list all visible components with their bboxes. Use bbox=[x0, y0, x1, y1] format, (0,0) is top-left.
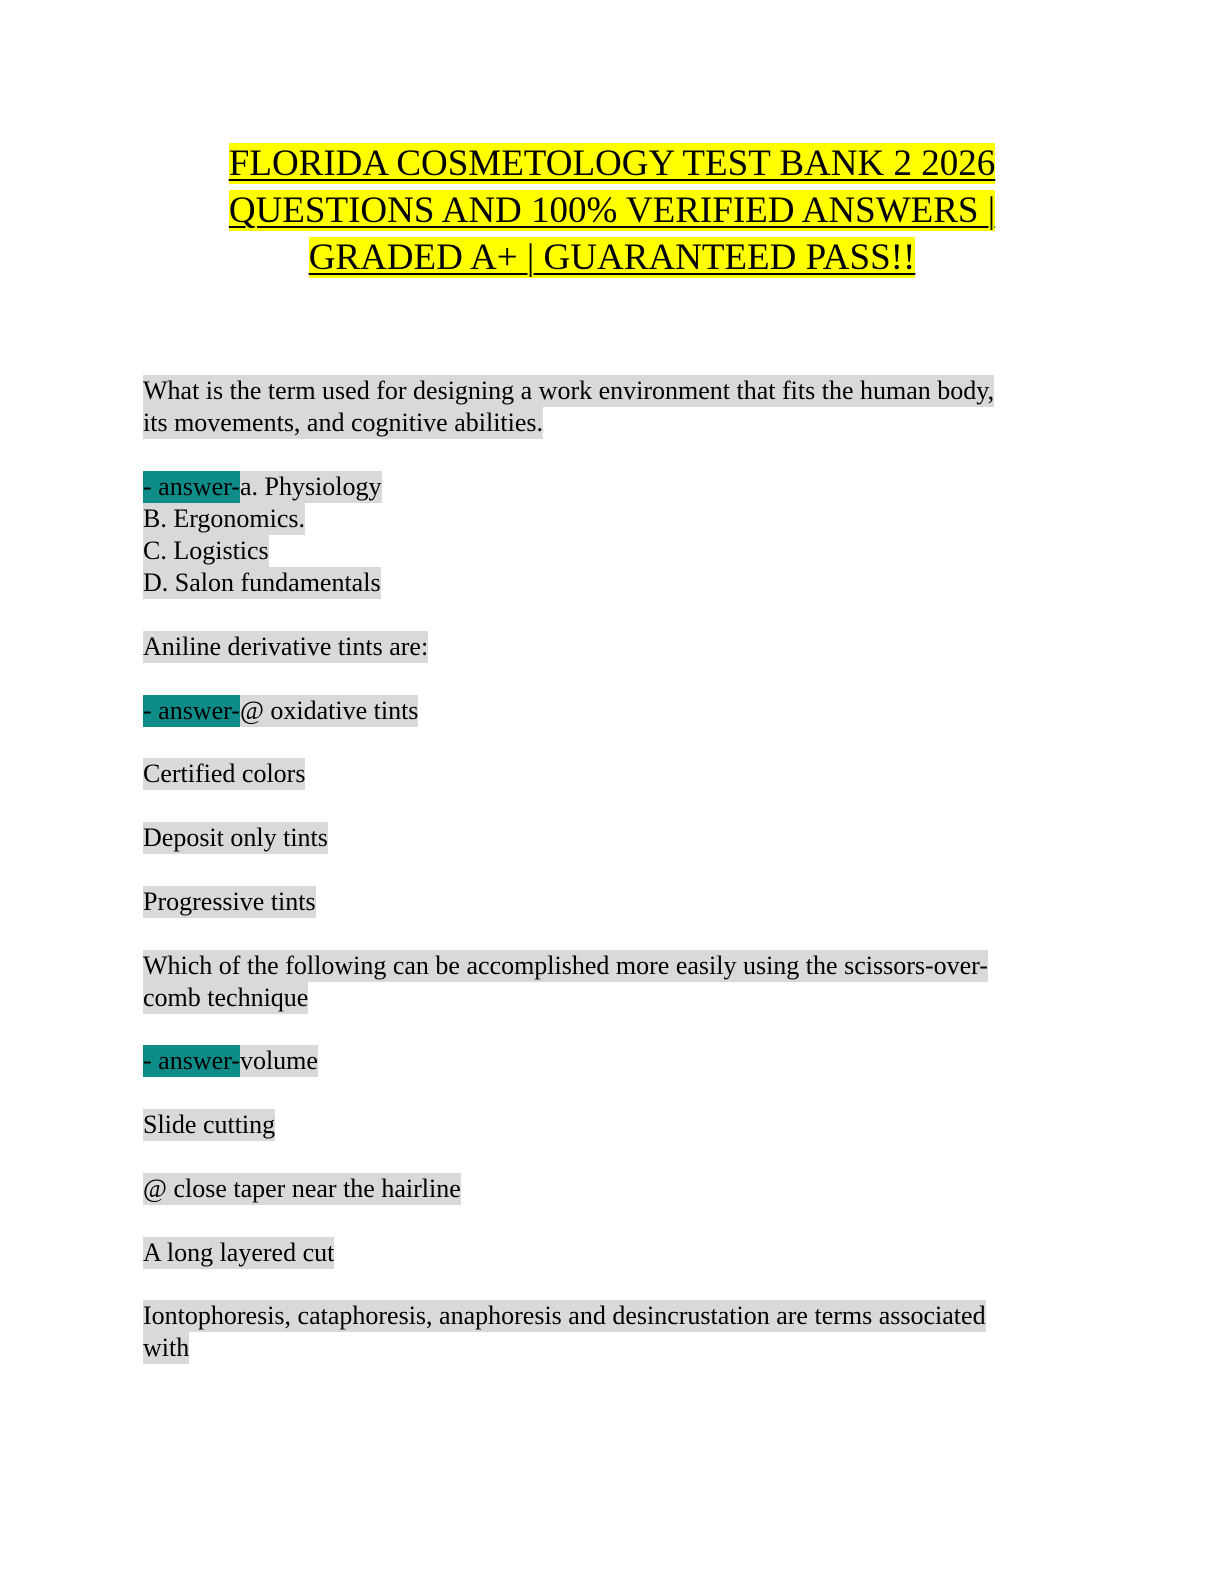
question-3-line-1: Which of the following can be accomplished more easily using the scissors-over- bbox=[143, 951, 988, 980]
question-4-line-1: Iontophoresis, cataphoresis, anaphoresis and desincrustation are terms associated bbox=[143, 1301, 986, 1330]
question-2-answer-2 bbox=[143, 758, 1083, 790]
question-3-line-2: comb technique bbox=[143, 983, 309, 1012]
answer-option: B. Ergonomics. bbox=[143, 504, 306, 533]
answer-option: volume bbox=[239, 1046, 318, 1075]
question-2 bbox=[143, 631, 1083, 663]
question-3-answer-4 bbox=[143, 1237, 1083, 1269]
answer-marker: - answer- bbox=[143, 1046, 240, 1075]
title-line-1: FLORIDA COSMETOLOGY TEST BANK 2 2026 bbox=[228, 143, 996, 184]
answer-option: A long layered cut bbox=[143, 1238, 335, 1267]
title-line-2: QUESTIONS AND 100% VERIFIED ANSWERS | bbox=[228, 190, 996, 231]
question-1-line-1: What is the term used for designing a work environment that fits the human body, bbox=[143, 376, 995, 405]
answer-option: Certified colors bbox=[143, 759, 306, 788]
answer-option: C. Logistics bbox=[143, 536, 269, 565]
answer-option: Slide cutting bbox=[143, 1110, 276, 1139]
answer-marker: - answer- bbox=[143, 472, 240, 501]
question-4 bbox=[143, 1300, 1083, 1364]
question-1-answers bbox=[143, 471, 1083, 599]
question-2-text: Aniline derivative tints are: bbox=[143, 632, 429, 661]
question-4-line-2: with bbox=[143, 1333, 190, 1362]
question-3 bbox=[143, 950, 1083, 1014]
answer-option: a. Physiology bbox=[239, 472, 382, 501]
question-2-answer-3 bbox=[143, 822, 1083, 854]
answer-marker: - answer- bbox=[143, 696, 240, 725]
answer-option: Progressive tints bbox=[143, 887, 316, 916]
title-line-3: GRADED A+ | GUARANTEED PASS!! bbox=[308, 237, 916, 278]
answer-option: @ close taper near the hairline bbox=[143, 1174, 461, 1203]
question-3-answer-3 bbox=[143, 1173, 1083, 1205]
question-2-answer-1 bbox=[143, 695, 1083, 727]
document-title bbox=[150, 140, 1074, 281]
question-3-answer-2 bbox=[143, 1109, 1083, 1141]
answer-option: Deposit only tints bbox=[143, 823, 328, 852]
question-1 bbox=[143, 375, 1083, 439]
question-2-answer-4 bbox=[143, 886, 1083, 918]
answer-option: D. Salon fundamentals bbox=[143, 568, 381, 597]
question-1-line-2: its movements, and cognitive abilities. bbox=[143, 408, 544, 437]
answer-option: @ oxidative tints bbox=[239, 696, 419, 725]
question-3-answer-1 bbox=[143, 1045, 1083, 1077]
